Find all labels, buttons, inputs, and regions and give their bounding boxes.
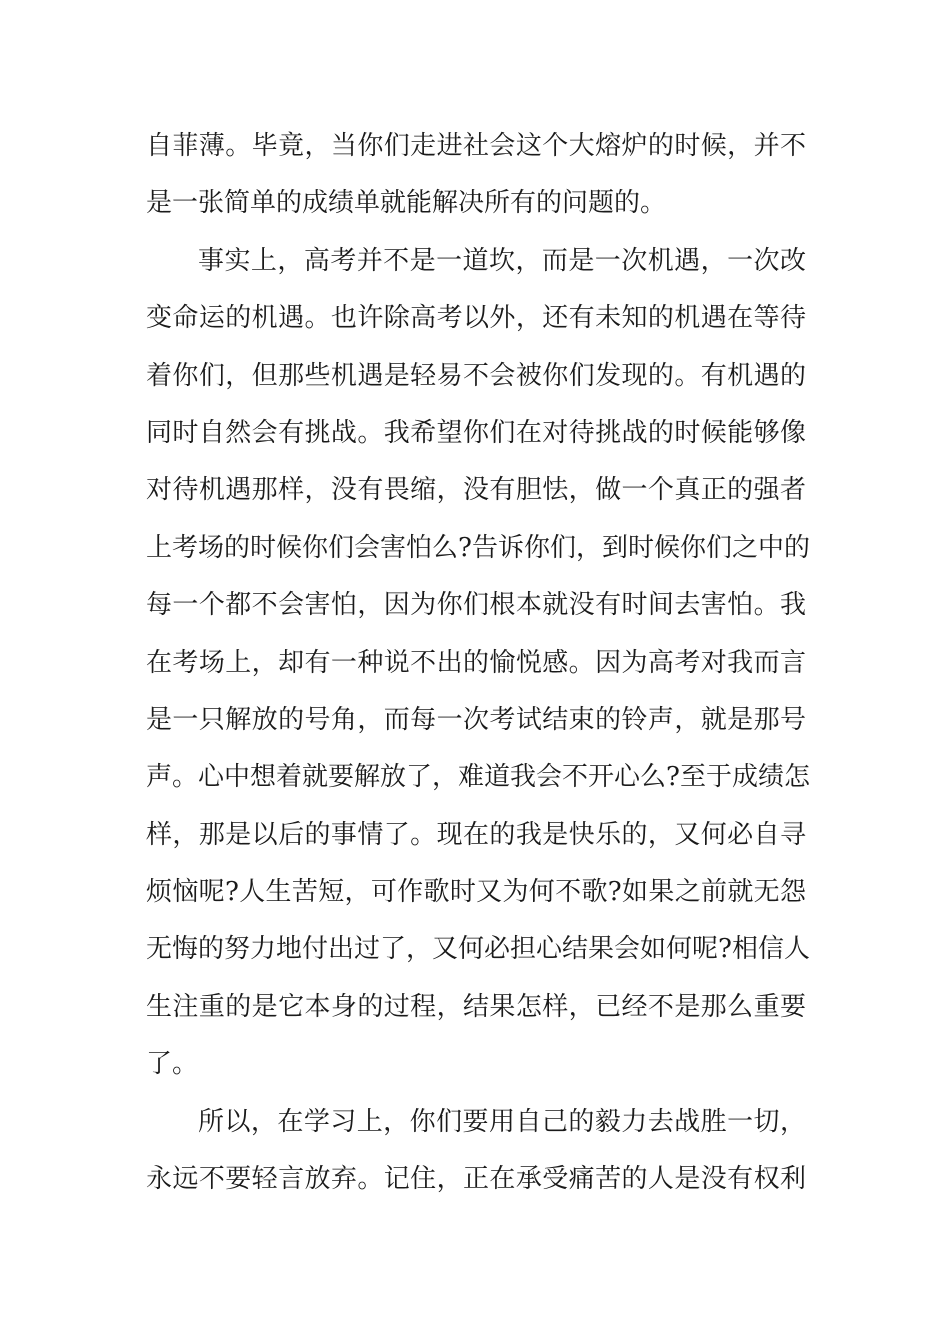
text-line: 自菲薄。毕竟，当你们走进社会这个大熔炉的时候，并不 — [146, 131, 806, 161]
text-line: 是一只解放的号角，而每一次考试结束的铃声，就是那号 — [146, 704, 806, 735]
paragraph-3 — [146, 1094, 806, 1209]
body-text — [146, 118, 810, 1208]
text-line: 每一个都不会害怕，因为你们根本就没有时间去害怕。我 — [146, 590, 806, 621]
text-line: 样，那是以后的事情了。现在的我是快乐的，又何必自寻 — [146, 819, 806, 850]
text-line: 生注重的是它本身的过程，结果怎样，已经不是那么重要 — [146, 991, 806, 1022]
text-line: 着你们，但那些机遇是轻易不会被你们发现的。有机遇的 — [146, 360, 806, 391]
text-line: 了。 — [146, 1049, 199, 1080]
text-line: 上考场的时候你们会害怕么?告诉你们，到时候你们之中的 — [146, 532, 810, 563]
text-line: 同时自然会有挑战。我希望你们在对待挑战的时候能够像 — [146, 417, 806, 448]
text-line: 是一张简单的成绩单就能解决所有的问题的。 — [146, 188, 667, 219]
text-line: 烦恼呢?人生苦短，可作歌时又为何不歌?如果之前就无怨 — [146, 877, 806, 908]
text-line: 声。心中想着就要解放了，难道我会不开心么?至于成绩怎 — [146, 762, 810, 793]
text-line: 所以，在学习上，你们要用自己的毅力去战胜一切， — [198, 1106, 806, 1137]
text-line: 变命运的机遇。也许除高考以外，还有未知的机遇在等待 — [146, 303, 806, 334]
text-line: 对待机遇那样，没有畏缩，没有胆怯，做一个真正的强者 — [146, 475, 806, 506]
paragraph-1 — [146, 118, 806, 233]
paragraph-2 — [146, 233, 810, 1094]
text-line: 在考场上，却有一种说不出的愉悦感。因为高考对我而言 — [146, 647, 806, 678]
text-line: 无悔的努力地付出过了，又何必担心结果会如何呢?相信人 — [146, 934, 810, 965]
text-line: 永远不要轻言放弃。记住，正在承受痛苦的人是没有权利 — [146, 1164, 806, 1195]
text-line: 事实上，高考并不是一道坎，而是一次机遇，一次改 — [198, 245, 806, 276]
